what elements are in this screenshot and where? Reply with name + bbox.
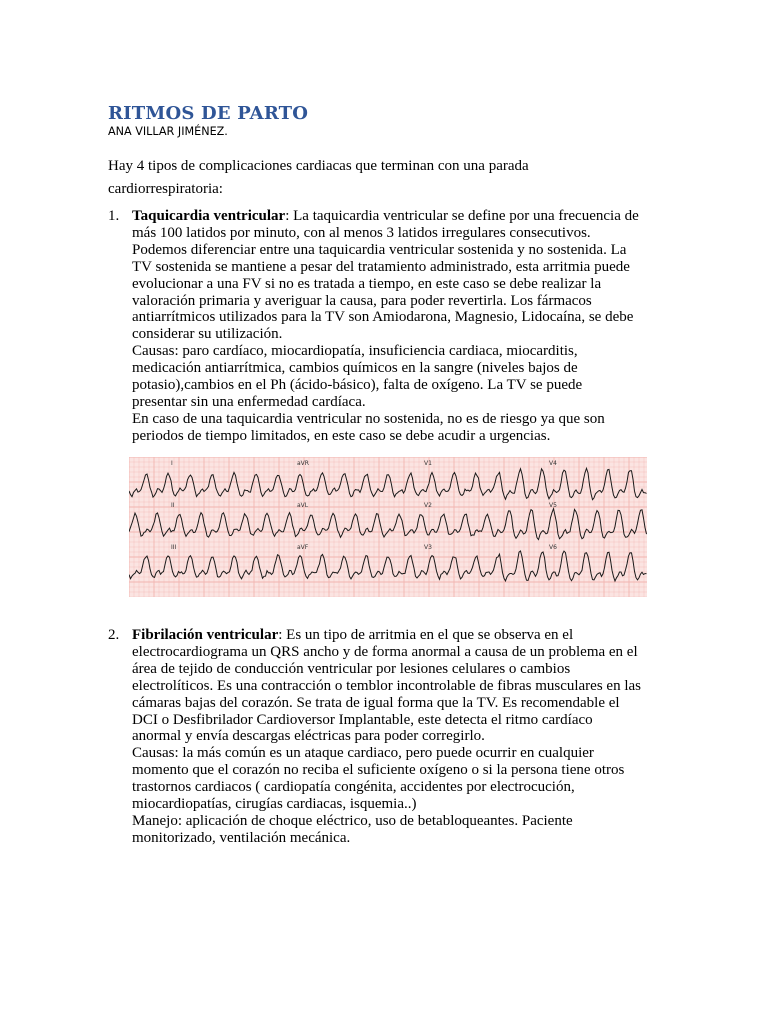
- ecg-lead-label: V3: [424, 544, 432, 551]
- list-item-line: periodos de tiempo limitados, en este caso se debe acudir a urgencias.: [132, 427, 551, 444]
- list-item-line: En caso de una taquicardia ventricular no sostenida, no es de riesgo ya que son: [132, 410, 605, 427]
- list-item-term: Fibrilación ventricular: [132, 627, 279, 643]
- list-item-line: más 100 latidos por minuto, con al menos 3 latidos irregulares consecutivos.: [132, 224, 591, 241]
- list-item-line: Podemos diferenciar entre una taquicardia ventricular sostenida y no sostenida. La: [132, 241, 627, 258]
- ecg-lead-label: III: [171, 544, 177, 551]
- document-title: RITMOS DE PARTO: [108, 103, 309, 124]
- list-item-line: cámaras bajas del corazón. Se trata de igual forma que la TV. Es recomendable el: [132, 694, 620, 711]
- list-item-line: valoración primaria y averiguar la causa, para poder revertirla. Los fármacos: [132, 292, 592, 309]
- ecg-strip: [129, 457, 647, 597]
- ecg-lead-label: II: [171, 502, 175, 509]
- ecg-lead-label: V2: [424, 502, 432, 509]
- list-item-line: monitorizado, ventilación mecánica.: [132, 829, 351, 846]
- list-item-line: área de tejido de conducción ventricular por lesiones celulares o cambios: [132, 660, 571, 677]
- list-item-line: Manejo: aplicación de choque eléctrico, uso de betabloqueantes. Paciente: [132, 812, 573, 829]
- list-item-line: electrocardiograma un QRS ancho y de forma anormal a causa de un problema en el: [132, 643, 638, 660]
- ecg-lead-label: V5: [549, 502, 557, 509]
- list-item-first-line: [132, 208, 668, 225]
- list-item-line: evolucionar a una FV si no es tratada a tiempo, en este caso se debe realizar la: [132, 275, 602, 292]
- list-item-text: : Es un tipo de arritmia en el que se observa en el: [278, 627, 574, 643]
- list-item-line: Causas: la más común es un ataque cardiaco, pero puede ocurrir en cualquier: [132, 745, 594, 762]
- ecg-lead-label: V6: [549, 544, 557, 551]
- list-item-line: TV sostenida se mantiene a pesar del tratamiento administrado, esta arritmia puede: [132, 258, 630, 275]
- list-item-line: Causas: paro cardíaco, miocardiopatía, insuficiencia cardiaca, miocarditis,: [132, 343, 578, 360]
- list-number: 2.: [108, 627, 120, 643]
- list-item-line: trastornos cardiacos ( cardiopatía congénita, accidentes por electrocución,: [132, 779, 575, 796]
- list-item-line: antiarrítmicos utilizados para la TV son Amiodarona, Magnesio, Lidocaína, se debe: [132, 309, 634, 326]
- list-item-line: momento que el corazón no reciba el suficiente oxígeno o si la persona tiene otros: [132, 762, 625, 779]
- list-item-text: : La taquicardia ventricular se define por una frecuencia de: [285, 208, 639, 224]
- document-author: ANA VILLAR JIMÉNEZ.: [108, 125, 228, 138]
- ecg-lead-label: V1: [424, 460, 432, 467]
- intro-line: cardiorrespiratoria:: [108, 181, 223, 197]
- intro-line: Hay 4 tipos de complicaciones cardiacas que terminan con una parada: [108, 158, 529, 174]
- ecg-lead-label: aVF: [297, 544, 309, 551]
- ecg-lead-label: V4: [549, 460, 557, 467]
- list-item-body: [132, 627, 668, 847]
- list-item-line: potasio),cambios en el Ph (ácido-básico), falta de oxígeno. La TV se puede: [132, 377, 583, 394]
- list-item-body: [132, 208, 668, 445]
- ecg-lead-label: aVR: [297, 460, 309, 467]
- list-item-line: electrolíticos. Es una contracción o temblor incontrolable de fibras musculares en las: [132, 677, 641, 694]
- list-item-line: DCI o Desfibrilador Cardioversor Implantable, este detecta el ritmo cardíaco: [132, 711, 593, 728]
- list-item-line: considerar su utilización.: [132, 326, 283, 343]
- intro-paragraph: [108, 155, 668, 201]
- ecg-lead-label: aVL: [297, 502, 309, 509]
- list-item-first-line: [132, 627, 668, 644]
- list-item-term: Taquicardia ventricular: [132, 208, 286, 224]
- list-item-line: miocardiopatías, cirugías cardiacas, isquemia..): [132, 796, 417, 813]
- list-item-line: anormal y envía descargas eléctricas para poder corregirlo.: [132, 728, 485, 745]
- list-item-line: medicación antiarrítmica, cambios químicos en la sangre (niveles bajos de: [132, 360, 578, 377]
- ecg-image: [129, 457, 647, 597]
- list-number: 1.: [108, 208, 120, 224]
- ecg-lead-label: I: [171, 460, 173, 467]
- list-item-line: presentar sin una enfermedad cardíaca.: [132, 393, 366, 410]
